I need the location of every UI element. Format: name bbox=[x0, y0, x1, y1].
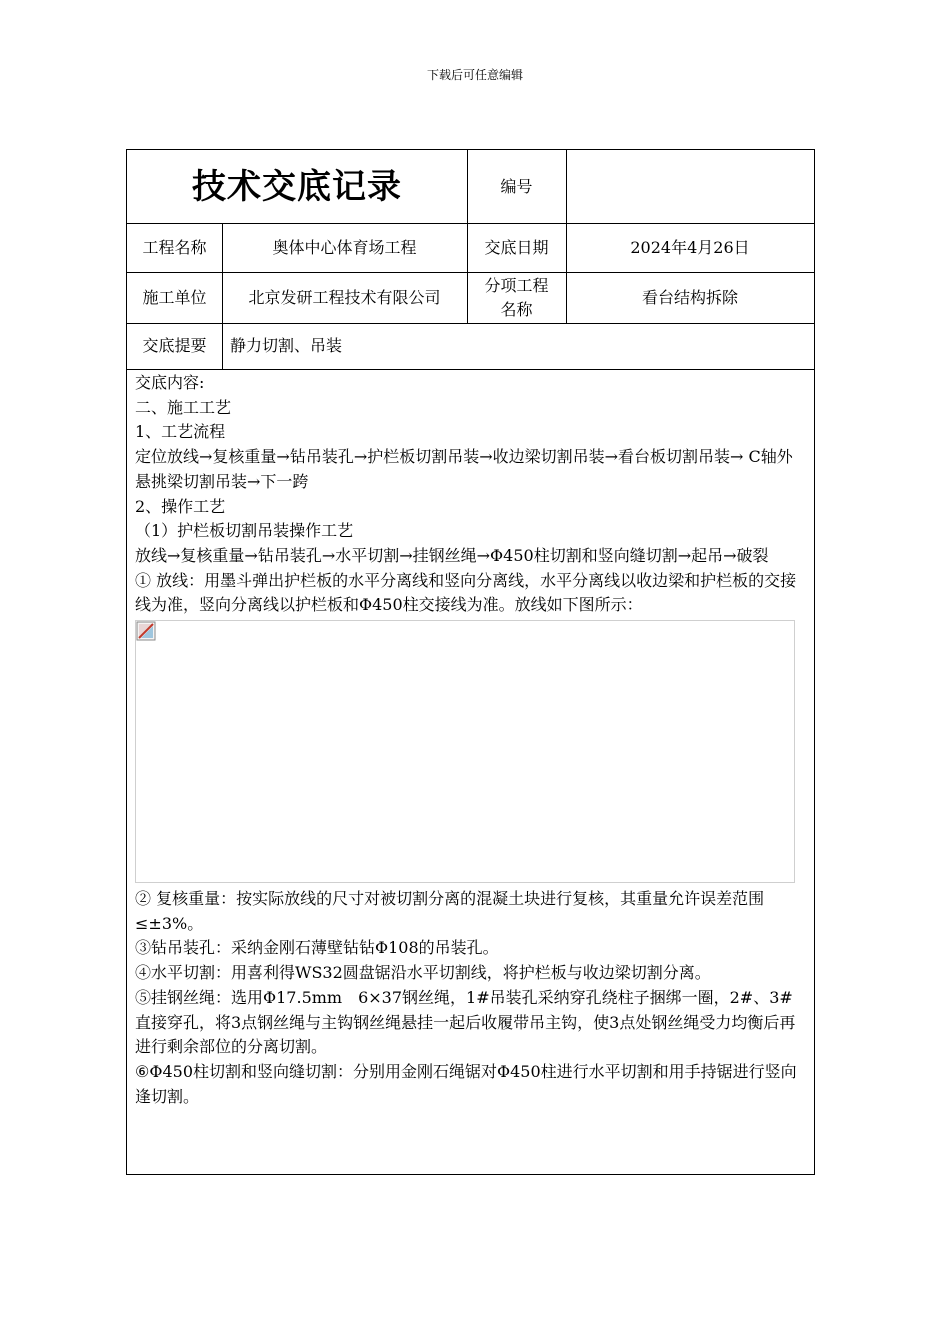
subitem-label-line2: 名称 bbox=[500, 299, 533, 319]
row-divider bbox=[127, 369, 814, 370]
process-flow: 定位放线→复核重量→钻吊装孔→护栏板切割吊装→收边梁切割吊装→看台板切割吊装→ C轴外悬挑梁切割吊装→下一跨 bbox=[135, 447, 793, 491]
item-heading: 2、操作工艺 bbox=[135, 496, 226, 516]
step-paragraph: ⑥Φ450柱切割和竖向缝切割：分别用金刚石绳锯对Φ450柱进行水平切割和用手持锯进行竖向逢切割。 bbox=[135, 1061, 797, 1106]
contractor-label: 施工单位 bbox=[142, 287, 207, 307]
sub-heading: （1）护栏板切割吊装操作工艺 bbox=[135, 521, 354, 541]
item-heading: 1、工艺流程 bbox=[135, 422, 226, 442]
step-paragraph: ③钻吊装孔：采纳金刚石薄壁钻钻Φ108的吊装孔。 bbox=[135, 938, 499, 958]
layout-diagram-image bbox=[135, 620, 795, 883]
section-heading: 二、施工工艺 bbox=[135, 397, 232, 417]
step-paragraph: ① 放线：用墨斗弹出护栏板的水平分离线和竖向分离线，水平分离线以收边梁和护栏板的交接线为准，竖向分离线以护栏板和Φ450柱交接线为准。放线如下图所示： bbox=[135, 570, 797, 615]
project-name-value: 奥体中心体育场工程 bbox=[272, 237, 417, 257]
number-label: 编号 bbox=[500, 176, 533, 196]
contractor-value: 北京发研工程技术有限公司 bbox=[248, 287, 441, 307]
project-name-label: 工程名称 bbox=[142, 237, 207, 257]
step-paragraph: ⑤挂钢丝绳：选用Φ17.5mm 6×37钢丝绳，1#吊装孔采纳穿孔绕柱子捆绑一圈，2#、3#直接穿孔，将3点钢丝绳与主钩钢丝绳悬挂一起后收履带吊主钩，使3点处钢丝绳受力均衡后再进行剩余部位的分离切割。 bbox=[135, 987, 796, 1057]
broken-image-icon bbox=[136, 621, 156, 641]
summary-label: 交底提要 bbox=[142, 336, 207, 355]
subitem-name-label bbox=[467, 272, 566, 323]
disclosure-record-table bbox=[126, 149, 815, 1175]
summary-value: 静力切割、吊装 bbox=[230, 336, 343, 355]
operation-flow: 放线→复核重量→钻吊装孔→水平切割→挂钢丝绳→Φ450柱切割和竖向缝切割→起吊→破裂 bbox=[135, 545, 769, 565]
document-title: 技术交底记录 bbox=[192, 166, 402, 207]
step-paragraph: ④水平切割：用喜利得WS32圆盘锯沿水平切割线，将护栏板与收边梁切割分离。 bbox=[135, 963, 711, 983]
subitem-label-line1: 分项工程 bbox=[484, 275, 549, 295]
disclosure-content bbox=[135, 371, 807, 1109]
disclosure-date-value: 2024年4月26日 bbox=[630, 237, 750, 257]
step-paragraph: ② 复核重量：按实际放线的尺寸对被切割分离的混凝土块进行复核，其重量允许误差范围≤±3%。 bbox=[135, 889, 765, 933]
disclosure-date-label: 交底日期 bbox=[484, 237, 549, 257]
number-value bbox=[566, 150, 814, 223]
content-heading: 交底内容: bbox=[135, 373, 205, 392]
subitem-name-value: 看台结构拆除 bbox=[641, 287, 738, 307]
header-note: 下载后可任意编辑 bbox=[426, 68, 523, 82]
